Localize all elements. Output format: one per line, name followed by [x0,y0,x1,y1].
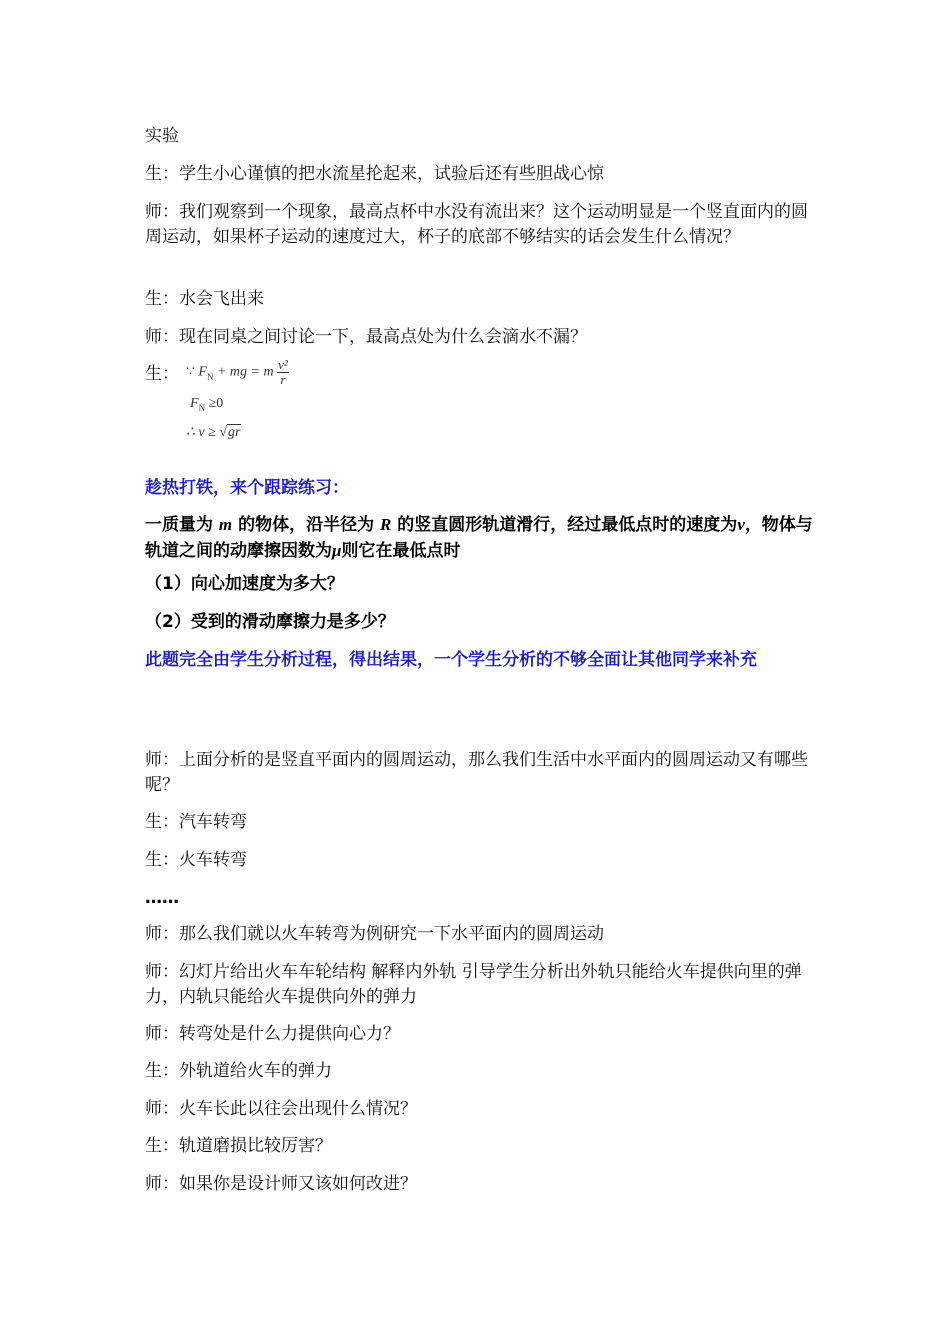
paragraph-teacher-3: 师：上面分析的是竖直平面内的圆周运动，那么我们生活中水平面内的圆周运动又有哪些呢？ [145,750,808,795]
paragraph-teacher-1: 师：我们观察到一个现象，最高点杯中水没有流出来？这个运动明显是一个竖直面内的圆周运动，如果杯子运动的速度过大，杯子的底部不够结实的话会发生什么情况？ [145,202,808,247]
paragraph-student-6: 生：外轨道给火车的弹力 [145,1061,332,1081]
paragraph-student-7: 生：轨道磨损比较厉害？ [145,1136,332,1156]
sqrt-radicand: gr [228,425,241,440]
normal-subscript-2: N [198,403,206,413]
paragraph-student-5: 生：火车转弯 [145,850,247,870]
therefore-velocity: ∴ v ≥ [186,425,216,440]
geq-zero: ≥0 [208,396,224,411]
paragraph-teacher-8: 师：如果你是设计师又该如何改进？ [145,1174,417,1194]
paragraph-teacher-6: 师：转弯处是什么力提供向心力？ [145,1024,400,1044]
friction-coefficient-variable: μ [332,541,342,560]
paragraph-student-4: 生：汽车转弯 [145,812,247,832]
paragraph-teacher-5: 师：幻灯片给出火车车轮结构 解释内外轨 引导学生分析出外轨只能给火车提供向里的弹力，内轨只能给火车提供向外的弹力 [145,962,802,1007]
question-2: （2）受到的滑动摩擦力是多少？ [145,612,395,632]
force-symbol-2: F [190,396,199,411]
problem-part-b: 的物体，沿半径为 [238,515,375,535]
normal-subscript: N [206,371,214,382]
problem-part-d: ，物体与轨道之间的动摩擦因数为 [145,515,813,561]
paragraph-experiment: 实验 [145,126,179,146]
paragraph-teacher-4: 师：那么我们就以火车转弯为例研究一下水平面内的圆周运动 [145,924,604,944]
formula-line-3 [186,424,241,441]
velocity-fraction [277,358,289,387]
problem-part-a: 一质量为 [145,515,213,535]
radius-variable: R [380,515,392,534]
mg-term: + mg [216,364,248,380]
ellipsis: …… [145,888,179,908]
mass-variable: m [218,515,233,534]
because-symbol: ∵ [186,364,195,380]
paragraph-student-2: 生：水会飞出来 [145,289,264,309]
velocity-variable: v [737,515,745,534]
force-symbol: F [198,364,207,380]
fraction-denominator: r [280,372,286,387]
exercise-heading: 趁热打铁，来个跟踪练习： [145,478,349,498]
paragraph-student-1: 生：学生小心谨慎的把水流星抡起来，试验后还有些胆战心惊 [145,164,604,184]
problem-part-c: 的竖直圆形轨道滑行，经过最低点时的速度为 [397,515,738,535]
paragraph-student-3: 生： [145,364,179,384]
paragraph-teacher-7: 师：火车长此以往会出现什么情况？ [145,1099,417,1119]
formula-line-2 [190,396,223,412]
question-1: （1）向心加速度为多大？ [145,574,344,594]
paragraph-teacher-2: 师：现在同桌之间讨论一下，最高点处为什么会滴水不漏？ [145,327,587,347]
analysis-note: 此题完全由学生分析过程，得出结果，一个学生分析的不够全面让其他同学来补充 [145,650,757,670]
fraction-numerator: v² [278,357,288,372]
sqrt-sign: √ [219,425,227,440]
problem-part-e: 则它在最低点时 [341,541,461,561]
equals-m-term: = m [250,364,274,380]
exercise-problem [145,512,815,564]
formula-line-1 [186,358,289,387]
